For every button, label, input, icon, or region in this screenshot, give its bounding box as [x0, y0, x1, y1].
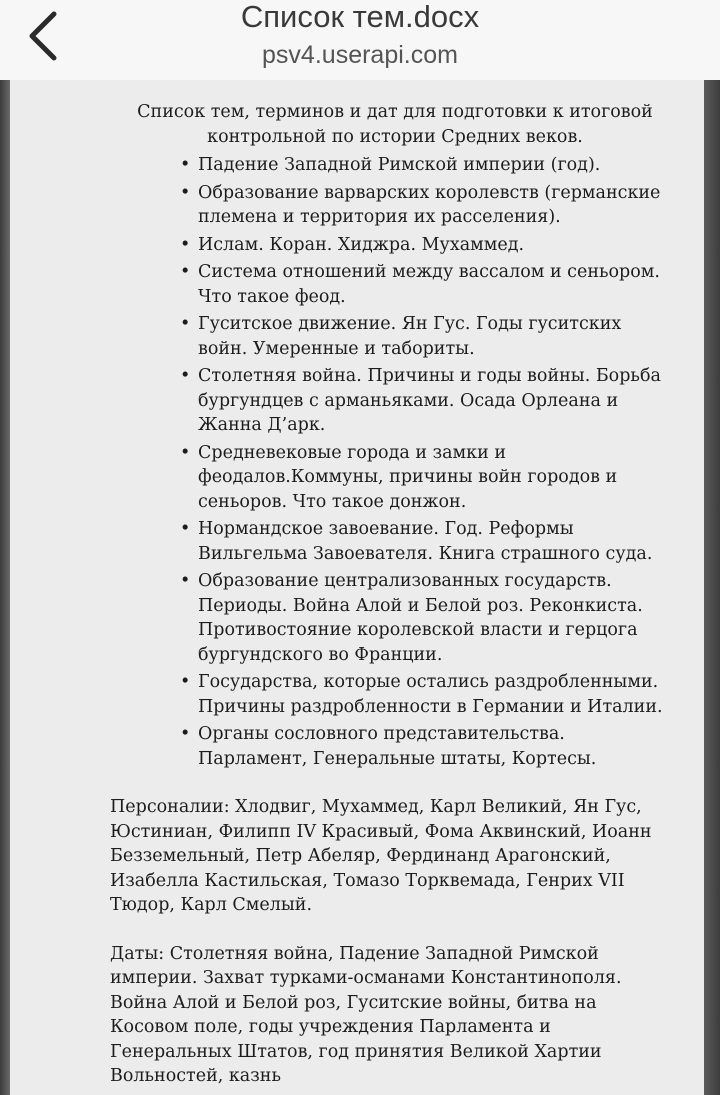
document-heading: Список тем, терминов и дат для подготовки к итоговой контрольной по истории Средних веков.: [137, 102, 653, 147]
list-item: • Нормандское завоевание. Год. Реформы Вильгельма Завоевателя. Книга страшного суда.: [180, 517, 670, 566]
page-left-shadow: [0, 80, 10, 1095]
document-source: psv4.userapi.com: [262, 41, 458, 69]
list-item: • Государства, которые остались раздробленными. Причины раздробленности в Германии и Италии.: [180, 670, 670, 719]
dates-paragraph: Даты: Столетняя война, Падение Западной Римской империи. Захват турками-османами Константинополя. Война Алой и Белой роз, Гуситские войны, битва на Косовом поле, годы учреждения Парламента и Генеральных Штатов, год принятия Великой Хартии Вольностей, казнь: [110, 943, 622, 1086]
list-item: • Образование варварских королевств (германские племена и территория их расселения).: [180, 181, 670, 230]
list-item: • Гуситское движение. Ян Гус. Годы гуситских войн. Умеренные и табориты.: [180, 312, 670, 361]
topics-list: [110, 153, 670, 771]
document-title: Список тем.docx: [240, 0, 480, 34]
document-viewer[interactable]: [10, 80, 704, 1095]
document-content: [110, 100, 670, 1089]
list-item: • Ислам. Коран. Хиджра. Мухаммед.: [180, 233, 670, 258]
page-right-shadow: [704, 80, 720, 1095]
list-item: • Образование централизованных государств. Периоды. Война Алой и Белой роз. Реконкиста. Противостояние королевской власти и герцога бургундского во Франции.: [180, 569, 670, 667]
list-item: • Падение Западной Римской империи (год).: [180, 153, 670, 178]
top-bar: [0, 0, 720, 80]
list-item: • Столетняя война. Причины и годы войны. Борьба бургундцев с арманьяками. Осада Орлеана и Жанна Д’арк.: [180, 364, 670, 438]
personalities-paragraph: Персоналии: Хлодвиг, Мухаммед, Карл Великий, Ян Гус, Юстиниан, Филипп IV Красивый, Фома Аквинский, Иоанн Безземельный, Петр Абеляр, Фердинанд Арагонский, Изабелла Кастильская, Томазо Торквемада, Генрих VII Тюдор, Карл Смелый.: [110, 797, 652, 915]
list-item: • Система отношений между вассалом и сеньором. Что такое феод.: [180, 260, 670, 309]
list-item: • Средневековые города и замки и феодалов.Коммуны, причины войн городов и сеньоров. Что такое донжон.: [180, 441, 670, 515]
list-item: • Органы сословного представительства. Парламент, Генеральные штаты, Кортесы.: [180, 722, 670, 771]
